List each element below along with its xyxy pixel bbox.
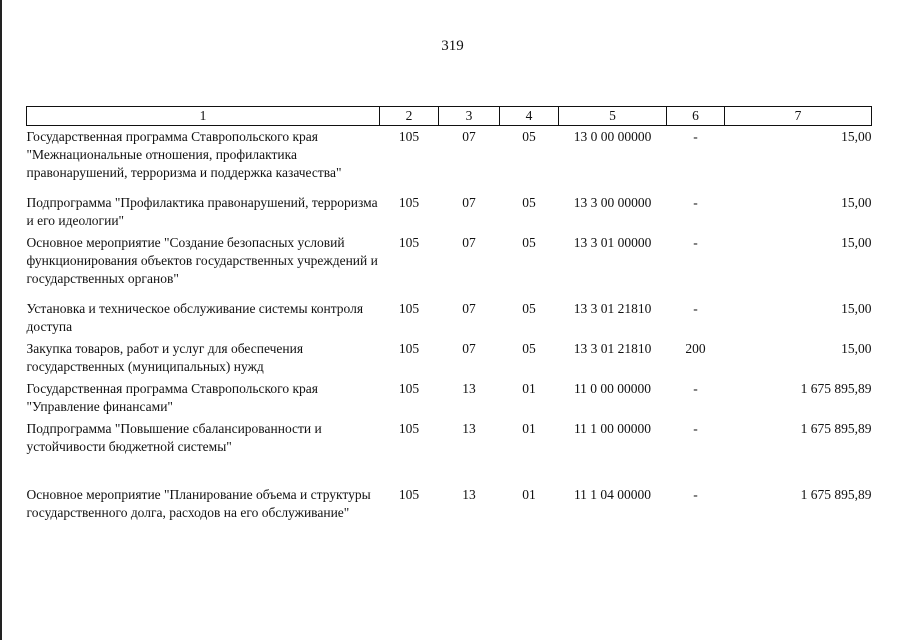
table-row	[27, 232, 872, 298]
row-code-target: 13 3 01 00000	[573, 235, 652, 250]
row-code-target: 11 1 04 00000	[573, 487, 652, 502]
row-code-target: 11 1 00 00000	[573, 421, 652, 436]
row-code-subsection: 01	[522, 381, 536, 396]
row-amount: 1 675 895,89	[800, 487, 872, 502]
row-code-ministry: 105	[398, 341, 420, 356]
row-code-subsection: 05	[522, 129, 536, 144]
column-header-7: 7	[725, 107, 872, 126]
row-code-expense-type: -	[693, 381, 698, 396]
row-name: Закупка товаров, работ и услуг для обеспечения государственных (муниципальных) нужд	[26, 341, 304, 374]
row-code-target: 13 3 00 00000	[573, 195, 652, 210]
table-header-row	[27, 107, 872, 126]
row-code-ministry: 105	[398, 421, 420, 436]
row-name: Основное мероприятие "Создание безопасных условий функционирования объектов государственных учреждений и государственных органов"	[26, 235, 378, 286]
row-code-section: 13	[462, 487, 476, 502]
row-code-section: 07	[462, 195, 476, 210]
row-amount: 15,00	[841, 235, 872, 250]
page-number: 319	[441, 38, 464, 54]
row-code-section: 07	[462, 129, 476, 144]
table-row	[27, 192, 872, 232]
row-code-section: 07	[462, 235, 476, 250]
row-code-expense-type: -	[693, 235, 698, 250]
row-name: Государственная программа Ставропольского края "Управление финансами"	[26, 381, 318, 414]
row-code-expense-type: 200	[685, 341, 706, 356]
row-code-section: 13	[462, 421, 476, 436]
row-code-subsection: 05	[522, 301, 536, 316]
row-amount: 15,00	[841, 129, 872, 144]
row-name: Установка и техническое обслуживание системы контроля доступа	[26, 301, 364, 334]
row-code-subsection: 05	[522, 235, 536, 250]
row-code-expense-type: -	[693, 487, 698, 502]
row-code-section: 13	[462, 381, 476, 396]
row-name: Основное мероприятие "Планирование объема и структуры государственного долга, расходов на его обслуживание"	[26, 487, 371, 520]
table-row	[27, 338, 872, 378]
row-code-target: 13 3 01 21810	[573, 341, 652, 356]
row-amount: 15,00	[841, 195, 872, 210]
table-row	[27, 126, 872, 193]
row-code-ministry: 105	[398, 381, 420, 396]
row-name: Подпрограмма "Повышение сбалансированности и устойчивости бюджетной системы"	[26, 421, 322, 454]
column-header-5: 5	[559, 107, 667, 126]
row-code-ministry: 105	[398, 487, 420, 502]
row-code-expense-type: -	[693, 195, 698, 210]
row-code-expense-type: -	[693, 301, 698, 316]
row-name: Государственная программа Ставропольского края "Межнациональные отношения, профилактика правонарушений, терроризма и поддержка казачества"	[26, 129, 342, 180]
row-amount: 1 675 895,89	[800, 381, 872, 396]
row-name: Подпрограмма "Профилактика правонарушений, терроризма и его идеологии"	[26, 195, 378, 228]
table-row	[27, 298, 872, 338]
table-row	[27, 484, 872, 524]
table-row	[27, 378, 872, 418]
row-code-ministry: 105	[398, 195, 420, 210]
row-code-target: 13 3 01 21810	[573, 301, 652, 316]
row-amount: 15,00	[841, 341, 872, 356]
row-code-subsection: 01	[522, 487, 536, 502]
row-code-target: 13 0 00 00000	[573, 129, 652, 144]
row-code-expense-type: -	[693, 129, 698, 144]
row-code-expense-type: -	[693, 421, 698, 436]
row-code-section: 07	[462, 341, 476, 356]
row-code-subsection: 01	[522, 421, 536, 436]
column-header-6: 6	[667, 107, 725, 126]
row-code-target: 11 0 00 00000	[573, 381, 652, 396]
row-code-subsection: 05	[522, 341, 536, 356]
column-header-2: 2	[380, 107, 439, 126]
left-margin-rule	[0, 0, 2, 640]
row-code-ministry: 105	[398, 235, 420, 250]
column-header-3: 3	[439, 107, 500, 126]
row-code-ministry: 105	[398, 129, 420, 144]
row-code-ministry: 105	[398, 301, 420, 316]
table-row	[27, 418, 872, 484]
column-header-4: 4	[500, 107, 559, 126]
row-code-subsection: 05	[522, 195, 536, 210]
column-header-1: 1	[27, 107, 380, 126]
row-code-section: 07	[462, 301, 476, 316]
budget-table	[26, 106, 872, 524]
row-amount: 1 675 895,89	[800, 421, 872, 436]
row-amount: 15,00	[841, 301, 872, 316]
